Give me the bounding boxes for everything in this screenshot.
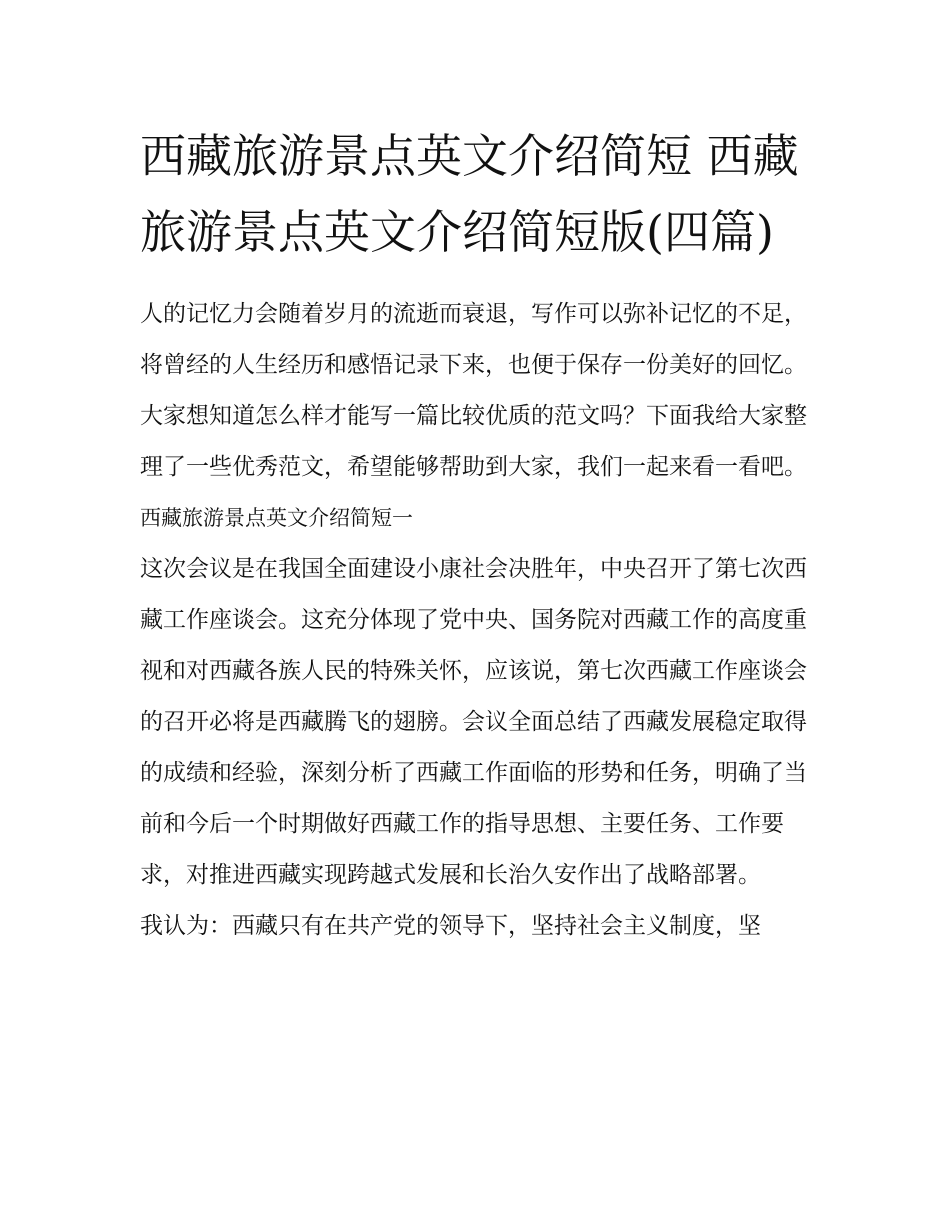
intro-paragraph: 人的记忆力会随着岁月的流逝而衰退，写作可以弥补记忆的不足，将曾经的人生经历和感悟记录下来，也便于保存一份美好的回忆。大家想知道怎么样才能写一篇比较优质的范文吗？下面我给大家整理了一些优秀范文，希望能够帮助到大家，我们一起来看一看吧。 bbox=[140, 301, 807, 480]
body-paragraph: 我认为：西藏只有在共产党的领导下，坚持社会主义制度，坚 bbox=[140, 913, 761, 939]
section-heading: 西藏旅游景点英文介绍简短一 bbox=[140, 506, 413, 530]
document-page bbox=[140, 118, 815, 952]
body-paragraph: 这次会议是在我国全面建设小康社会决胜年，中央召开了第七次西藏工作座谈会。这充分体现了党中央、国务院对西藏工作的高度重视和对西藏各族人民的特殊关怀，应该说，第七次西藏工作座谈会的召开必将是西藏腾飞的翅膀。会议全面总结了西藏发展稳定取得的成绩和经验，深刻分析了西藏工作面临的形势和任务，明确了当前和今后一个时期做好西藏工作的指导思想、主要任务、工作要求，对推进西藏实现跨越式发展和长治久安作出了战略部署。 bbox=[140, 556, 807, 888]
document-title: 西藏旅游景点英文介绍简短 西藏旅游景点英文介绍简短版(四篇) bbox=[140, 129, 799, 259]
